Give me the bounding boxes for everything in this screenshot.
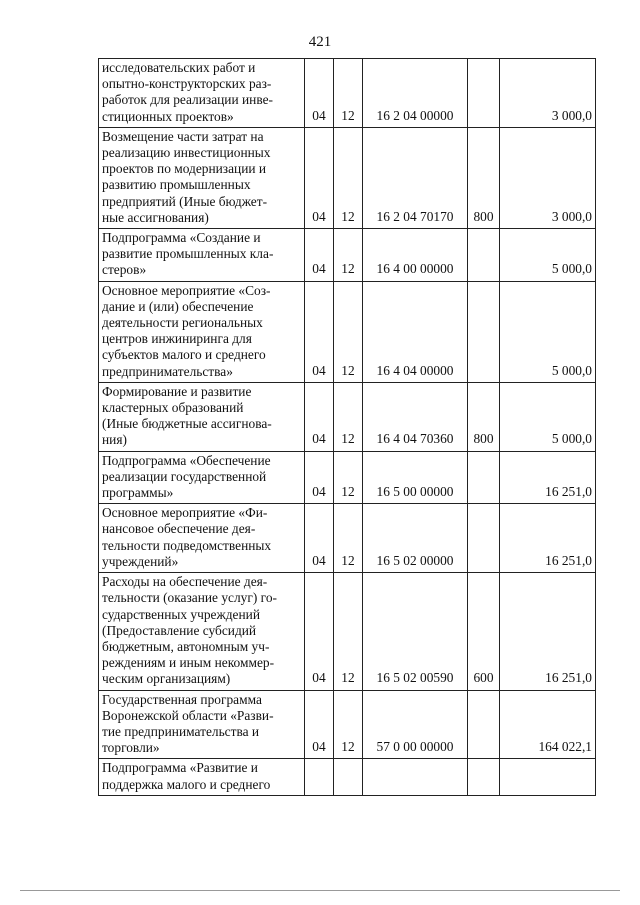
table-row — [99, 759, 596, 795]
item-name-line: ческим организациям) — [102, 671, 231, 687]
item-name-line: учреждений» — [102, 553, 179, 569]
subsection-code-cell — [334, 759, 363, 795]
target-article-cell: 16 4 00 00000 — [363, 229, 468, 282]
target-article-cell: 16 4 04 70360 — [363, 382, 468, 451]
item-name-line: Расходы на обеспечение дея- — [102, 574, 268, 590]
item-name-cell — [99, 451, 305, 504]
subsection-code-cell: 12 — [334, 127, 363, 228]
table-row — [99, 382, 596, 451]
item-name-line: опытно-конструкторских раз- — [102, 76, 272, 92]
target-article-cell: 16 5 02 00000 — [363, 504, 468, 573]
subsection-code-cell: 12 — [334, 573, 363, 690]
item-name-cell — [99, 382, 305, 451]
section-code-cell — [305, 759, 334, 795]
amount-cell: 16 251,0 — [500, 573, 596, 690]
expense-type-cell — [468, 59, 500, 128]
item-name-line: реализацию инвестиционных — [102, 145, 271, 161]
item-name-line: тельности подведомственных — [102, 537, 272, 553]
item-name-line: торговли» — [102, 740, 160, 756]
table-row — [99, 229, 596, 282]
amount-cell: 5 000,0 — [500, 229, 596, 282]
section-code-cell: 04 — [305, 573, 334, 690]
item-name-line: Основное мероприятие «Соз- — [102, 282, 271, 298]
item-name-line: программы» — [102, 485, 174, 501]
subsection-code-cell: 12 — [334, 690, 363, 759]
section-code-cell: 04 — [305, 504, 334, 573]
item-name-line: Подпрограмма «Обеспечение — [102, 452, 271, 468]
item-name-line: сударственных учреждений — [102, 606, 260, 622]
item-name-line: стеров» — [102, 262, 147, 278]
amount-cell: 16 251,0 — [500, 451, 596, 504]
table-row — [99, 59, 596, 128]
item-name-line: исследовательских работ и — [102, 60, 256, 75]
table-row — [99, 281, 596, 382]
subsection-code-cell: 12 — [334, 382, 363, 451]
target-article-cell: 16 4 04 00000 — [363, 281, 468, 382]
item-name-line: ные ассигнования) — [102, 209, 209, 225]
item-name-line: субъектов малого и среднего — [102, 347, 266, 363]
target-article-cell: 57 0 00 00000 — [363, 690, 468, 759]
item-name-line: дание и (или) обеспечение — [102, 298, 254, 314]
item-name-cell — [99, 229, 305, 282]
bottom-rule — [20, 890, 620, 891]
item-name-line: Основное мероприятие «Фи- — [102, 505, 268, 521]
subsection-code-cell: 12 — [334, 229, 363, 282]
subsection-code-cell: 12 — [334, 281, 363, 382]
table-body — [99, 59, 596, 796]
item-name-cell — [99, 59, 305, 128]
section-code-cell: 04 — [305, 281, 334, 382]
amount-cell: 3 000,0 — [500, 59, 596, 128]
section-code-cell: 04 — [305, 127, 334, 228]
expense-type-cell — [468, 281, 500, 382]
amount-cell — [500, 759, 596, 795]
item-name-line: работок для реализации инве- — [102, 92, 273, 108]
item-name-line: Формирование и развитие — [102, 383, 252, 399]
item-name-line: нансовое обеспечение дея- — [102, 521, 256, 537]
item-name-line: Подпрограмма «Создание и — [102, 230, 261, 246]
item-name-cell — [99, 759, 305, 795]
section-code-cell: 04 — [305, 59, 334, 128]
item-name-cell — [99, 573, 305, 690]
item-name-line: Возмещение части затрат на — [102, 128, 264, 144]
table-row — [99, 573, 596, 690]
item-name-line: предпринимательства» — [102, 363, 233, 379]
section-code-cell: 04 — [305, 382, 334, 451]
section-code-cell: 04 — [305, 451, 334, 504]
item-name-line: Государственная программа — [102, 691, 262, 707]
item-name-line: Воронежской области «Разви- — [102, 707, 274, 723]
target-article-cell: 16 2 04 70170 — [363, 127, 468, 228]
item-name-line: поддержка малого и среднего — [102, 776, 271, 792]
subsection-code-cell: 12 — [334, 504, 363, 573]
amount-cell: 5 000,0 — [500, 382, 596, 451]
amount-cell: 16 251,0 — [500, 504, 596, 573]
item-name-line: (Иные бюджетные ассигнова- — [102, 416, 272, 432]
budget-table — [98, 58, 596, 796]
expense-type-cell — [468, 504, 500, 573]
expense-type-cell — [468, 759, 500, 795]
table-row — [99, 690, 596, 759]
target-article-cell — [363, 759, 468, 795]
table-row — [99, 451, 596, 504]
item-name-line: развитие промышленных кла- — [102, 246, 274, 262]
expense-type-cell: 600 — [468, 573, 500, 690]
item-name-line: реализации государственной — [102, 468, 267, 484]
subsection-code-cell: 12 — [334, 59, 363, 128]
item-name-line: деятельности региональных — [102, 315, 263, 331]
section-code-cell: 04 — [305, 229, 334, 282]
item-name-line: стиционных проектов» — [102, 108, 234, 124]
expense-type-cell — [468, 451, 500, 504]
table-row — [99, 127, 596, 228]
item-name-line: кластерных образований — [102, 400, 244, 416]
page-number: 421 — [308, 34, 332, 50]
item-name-line: развитию промышленных — [102, 177, 251, 193]
item-name-line: ния) — [102, 432, 127, 448]
expense-type-cell — [468, 690, 500, 759]
expense-type-cell: 800 — [468, 382, 500, 451]
item-name-line: тельности (оказание услуг) го- — [102, 590, 277, 606]
subsection-code-cell: 12 — [334, 451, 363, 504]
amount-cell: 164 022,1 — [500, 690, 596, 759]
target-article-cell: 16 5 00 00000 — [363, 451, 468, 504]
table-row — [99, 504, 596, 573]
amount-cell: 5 000,0 — [500, 281, 596, 382]
item-name-cell — [99, 127, 305, 228]
target-article-cell: 16 5 02 00590 — [363, 573, 468, 690]
item-name-line: бюджетным, автономным уч- — [102, 638, 270, 654]
expense-type-cell — [468, 229, 500, 282]
item-name-line: центров инжиниринга для — [102, 331, 252, 347]
item-name-line: Подпрограмма «Развитие и — [102, 760, 258, 776]
section-code-cell: 04 — [305, 690, 334, 759]
item-name-line: реждениям и иным некоммер- — [102, 655, 275, 671]
item-name-line: тие предпринимательства и — [102, 723, 260, 739]
item-name-line: проектов по модернизации и — [102, 161, 267, 177]
item-name-cell — [99, 281, 305, 382]
item-name-line: предприятий (Иные бюджет- — [102, 193, 268, 209]
expense-type-cell: 800 — [468, 127, 500, 228]
target-article-cell: 16 2 04 00000 — [363, 59, 468, 128]
item-name-cell — [99, 690, 305, 759]
item-name-line: (Предоставление субсидий — [102, 622, 257, 638]
amount-cell: 3 000,0 — [500, 127, 596, 228]
item-name-cell — [99, 504, 305, 573]
